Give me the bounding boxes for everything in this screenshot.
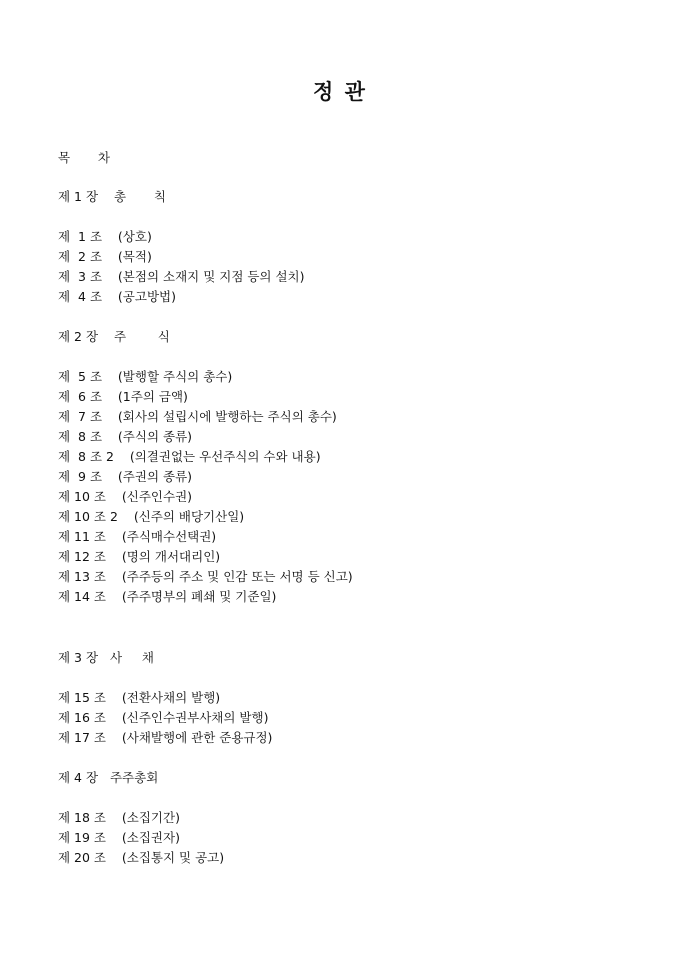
toc-article-entry: 제 8 조 2 (의결권없는 우선주식의 수와 내용): [58, 449, 321, 464]
chapter-heading: 제 1 장 총 칙: [58, 189, 166, 204]
toc-article-entry: 제 1 조 (상호): [58, 229, 152, 244]
toc-article-entry: 제 15 조 (전환사채의 발행): [58, 690, 221, 705]
toc-article-entry: 제 14 조 (주주명부의 폐쇄 및 기준일): [58, 589, 277, 604]
toc-article-entry: 제 6 조 (1주의 금액): [58, 389, 188, 404]
toc-article-entry: 제 2 조 (목적): [58, 249, 152, 264]
toc-article-entry: 제 3 조 (본점의 소재지 및 지점 등의 설치): [58, 269, 305, 284]
toc-article-entry: 제 16 조 (신주인수권부사채의 발행): [58, 710, 269, 725]
toc-article-entry: 제 9 조 (주권의 종류): [58, 469, 193, 484]
chapter-heading: 제 4 장 주주총회: [58, 770, 159, 785]
toc-article-entry: 제 20 조 (소집통지 및 공고): [58, 850, 225, 865]
toc-article-entry: 제 5 조 (발행할 주식의 총수): [58, 369, 233, 384]
toc-article-entry: 제 19 조 (소집권자): [58, 830, 180, 845]
toc-article-entry: 제 12 조 (명의 개서대리인): [58, 549, 221, 564]
toc-article-entry: 제 13 조 (주주등의 주소 및 인감 또는 서명 등 신고): [58, 569, 353, 584]
document-title: 정 관: [313, 80, 367, 104]
table-of-contents-heading: 목 차: [58, 150, 110, 165]
toc-article-entry: 제 17 조 (사채발행에 관한 준용규정): [58, 730, 273, 745]
toc-article-entry: 제 4 조 (공고방법): [58, 289, 176, 304]
toc-article-entry: 제 10 조 2 (신주의 배당기산일): [58, 509, 245, 524]
toc-article-entry: 제 10 조 (신주인수권): [58, 489, 193, 504]
toc-article-entry: 제 7 조 (회사의 설립시에 발행하는 주식의 총수): [58, 409, 337, 424]
toc-article-entry: 제 8 조 (주식의 종류): [58, 429, 193, 444]
toc-article-entry: 제 18 조 (소집기간): [58, 810, 180, 825]
toc-article-entry: 제 11 조 (주식매수선택권): [58, 529, 217, 544]
chapter-heading: 제 2 장 주 식: [58, 329, 170, 344]
chapter-heading: 제 3 장 사 채: [58, 650, 154, 665]
